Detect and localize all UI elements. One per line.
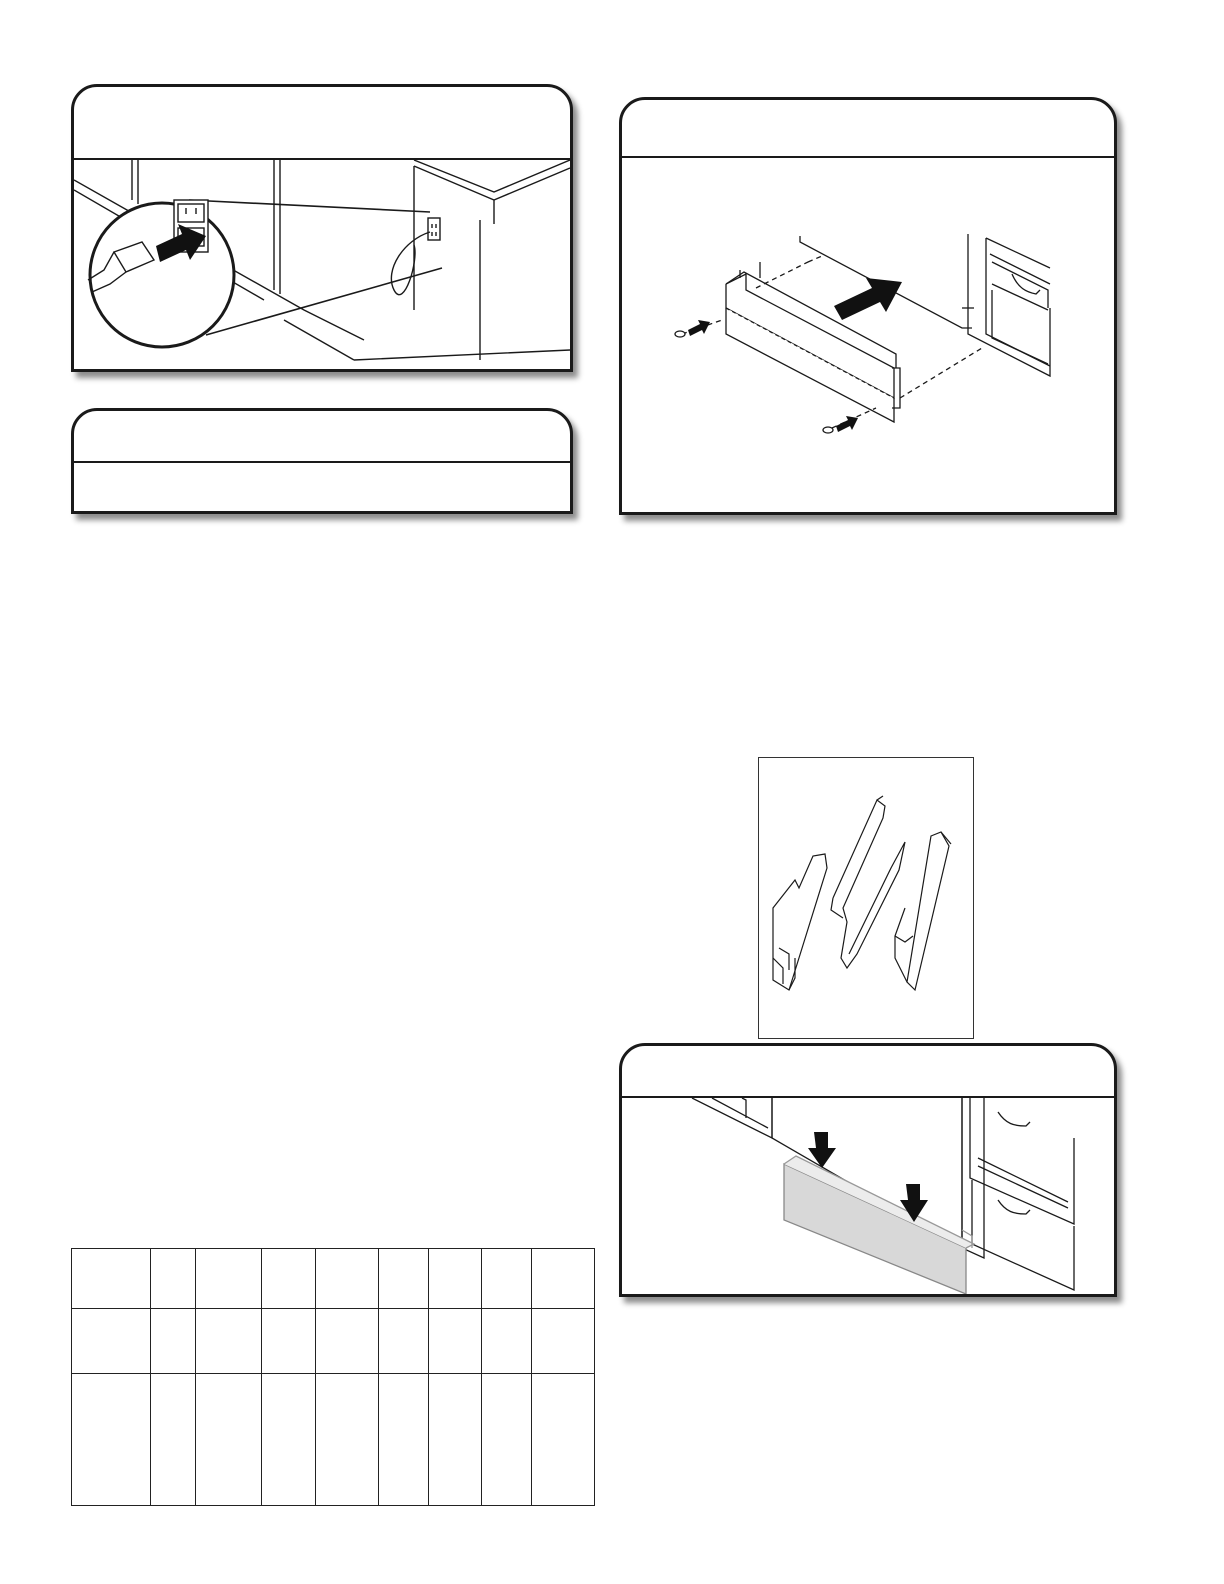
table-cell: [196, 1309, 262, 1374]
table-cell: [72, 1374, 151, 1506]
table-cell: [72, 1249, 151, 1309]
table-cell: [196, 1374, 262, 1506]
panel-header: [74, 411, 570, 463]
bracket-parts-icon: [759, 758, 971, 1036]
table-cell: [262, 1309, 316, 1374]
table-cell: [482, 1309, 532, 1374]
figure-panel-install-toe-kick: [619, 1043, 1117, 1297]
table-cell: [532, 1249, 595, 1309]
table-cell: [429, 1374, 482, 1506]
table-cell: [379, 1249, 429, 1309]
table-cell: [379, 1309, 429, 1374]
figure-inset-bracket-parts: [758, 757, 974, 1039]
table-cell: [429, 1249, 482, 1309]
figure-panel-attach-bracket: [619, 97, 1117, 515]
table-cell: [316, 1309, 379, 1374]
figure-panel-plug-in: [71, 84, 573, 372]
toe-kick-arrows-icon: [622, 1098, 1114, 1294]
figure-panel-step: [71, 408, 573, 514]
table-cell: [262, 1249, 316, 1309]
table-row: [72, 1309, 595, 1374]
table-cell: [482, 1374, 532, 1506]
table-cell: [262, 1374, 316, 1506]
table-cell: [151, 1309, 196, 1374]
table-cell: [379, 1374, 429, 1506]
table-row: [72, 1249, 595, 1309]
table-cell: [151, 1249, 196, 1309]
spec-table: [71, 1248, 595, 1506]
table-cell: [482, 1249, 532, 1309]
table-cell: [532, 1374, 595, 1506]
table-cell: [196, 1249, 262, 1309]
panel-header: [622, 1046, 1114, 1098]
table-cell: [532, 1309, 595, 1374]
table-cell: [151, 1374, 196, 1506]
table-cell: [316, 1374, 379, 1506]
screw-bracket-icon: [622, 158, 1114, 514]
panel-header: [74, 87, 570, 160]
table-cell: [72, 1309, 151, 1374]
table-cell: [316, 1249, 379, 1309]
power-plug-outlet-icon: [74, 160, 570, 370]
panel-header: [622, 100, 1114, 158]
table-row: [72, 1374, 595, 1506]
table-cell: [429, 1309, 482, 1374]
